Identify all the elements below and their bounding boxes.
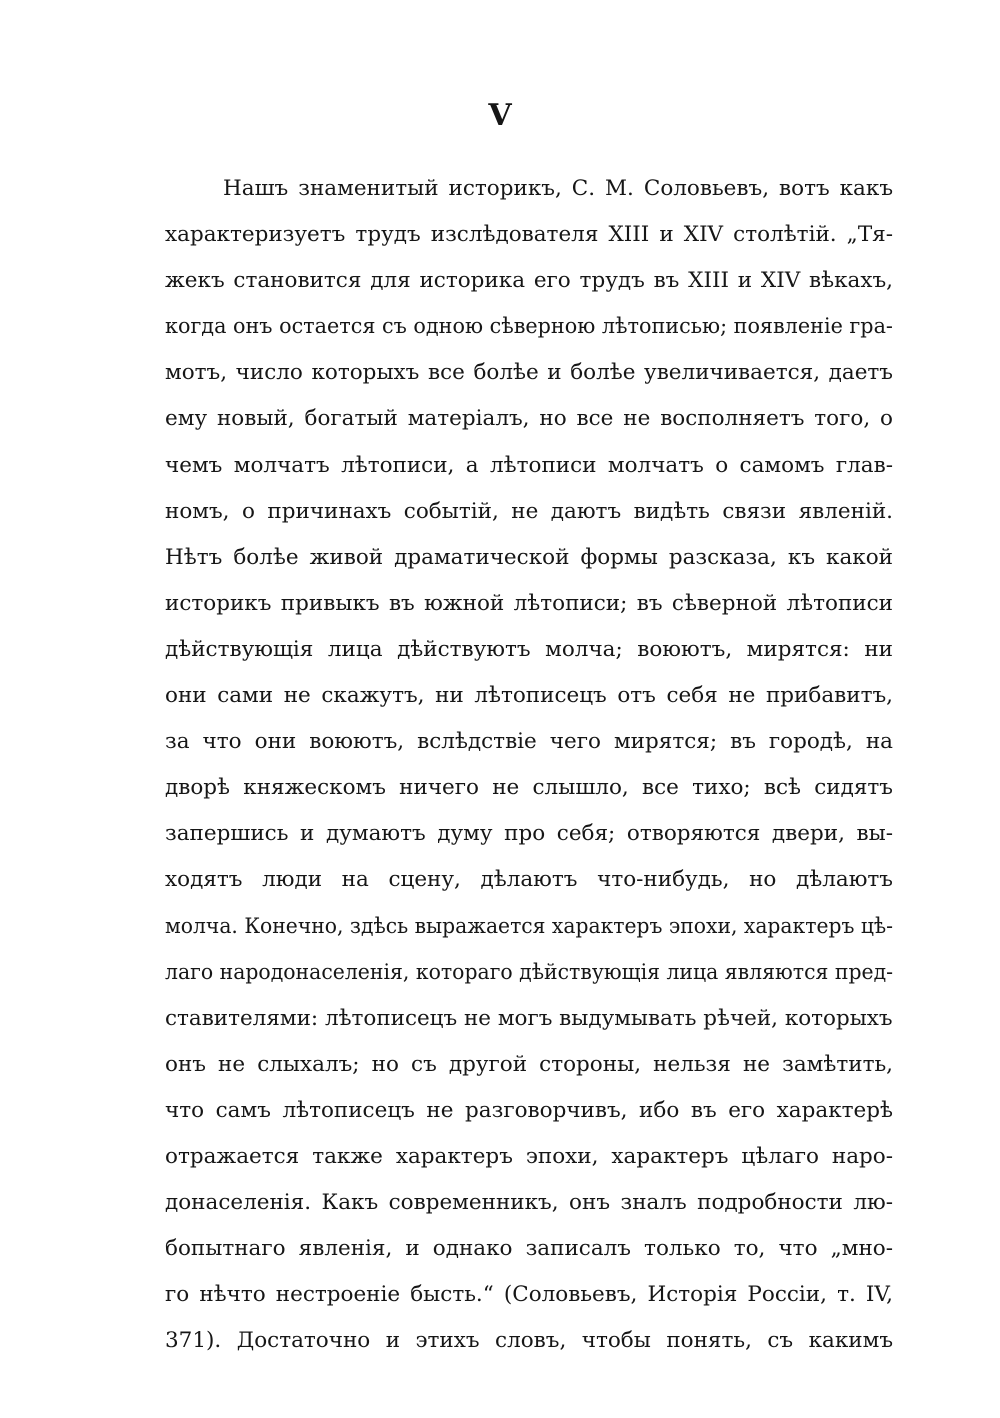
text-line: дворѣ княжескомъ ничего не слышло, все тихо; всѣ сидятъ bbox=[165, 775, 893, 801]
text-line: чемъ молчатъ лѣтописи, а лѣтописи молчатъ о самомъ глав- bbox=[165, 452, 893, 478]
text-line: молча. Конечно, здѣсь выражается характеръ эпохи, характеръ цѣ- bbox=[165, 913, 893, 939]
text-line: мотъ, число которыхъ все болѣе и болѣе увеличивается, даетъ bbox=[165, 360, 893, 386]
text-line: характеризуетъ трудъ изслѣдователя XIII и XIV столѣтій. „Тя- bbox=[165, 222, 893, 248]
text-line: они сами не скажутъ, ни лѣтописецъ отъ себя не прибавитъ, bbox=[165, 683, 893, 709]
page-number: V bbox=[488, 98, 512, 133]
text-line: бопытнаго явленія, и однако записалъ только то, что „мно- bbox=[165, 1236, 893, 1262]
text-line: номъ, о причинахъ событій, не даютъ видѣть связи явленій. bbox=[165, 498, 893, 524]
text-line: что самъ лѣтописецъ не разговорчивъ, ибо въ его характерѣ bbox=[165, 1097, 893, 1123]
text-line: отражается также характеръ эпохи, характеръ цѣлаго наро- bbox=[165, 1143, 893, 1169]
text-line: ему новый, богатый матеріалъ, но все не восполняетъ того, о bbox=[165, 406, 893, 432]
text-line: историкъ привыкъ въ южной лѣтописи; въ сѣверной лѣтописи bbox=[165, 590, 893, 616]
text-line: го нѣчто нестроеніе бысть.“ (Соловьевъ, Исторія Россіи, т. IV, bbox=[165, 1282, 893, 1308]
text-line: когда онъ остается съ одною сѣверною лѣтописью; появленіе гра- bbox=[165, 314, 893, 340]
text-line: 371). Достаточно и этихъ словъ, чтобы понять, съ какимъ bbox=[165, 1328, 893, 1354]
body-text bbox=[165, 166, 893, 1364]
text-line: донаселенія. Какъ современникъ, онъ зналъ подробности лю- bbox=[165, 1190, 893, 1216]
text-line: запершись и думаютъ думу про себя; отворяются двери, вы- bbox=[165, 821, 893, 847]
text-line: лаго народонаселенія, котораго дѣйствующія лица являются пред- bbox=[165, 959, 894, 985]
text-line: ходятъ люди на сцену, дѣлаютъ что-нибудь, но дѣлаютъ bbox=[165, 867, 893, 893]
text-line: ставителями: лѣтописецъ не могъ выдумывать рѣчей, которыхъ bbox=[165, 1005, 893, 1031]
text-line: Нѣтъ болѣе живой драматической формы разсказа, къ какой bbox=[165, 544, 893, 570]
text-line: онъ не слыхалъ; но съ другой стороны, нельзя не замѣтить, bbox=[165, 1051, 893, 1077]
text-line: дѣйствующія лица дѣйствуютъ молча; воюютъ, мирятся: ни bbox=[165, 636, 893, 662]
text-line: Нашъ знаменитый историкъ, С. М. Соловьевъ, вотъ какъ bbox=[223, 176, 893, 201]
text-line: жекъ становится для историка его трудъ въ XIII и XIV вѣкахъ, bbox=[165, 268, 893, 294]
text-line: за что они воюютъ, вслѣдствіе чего мирятся; въ городѣ, на bbox=[165, 729, 893, 755]
